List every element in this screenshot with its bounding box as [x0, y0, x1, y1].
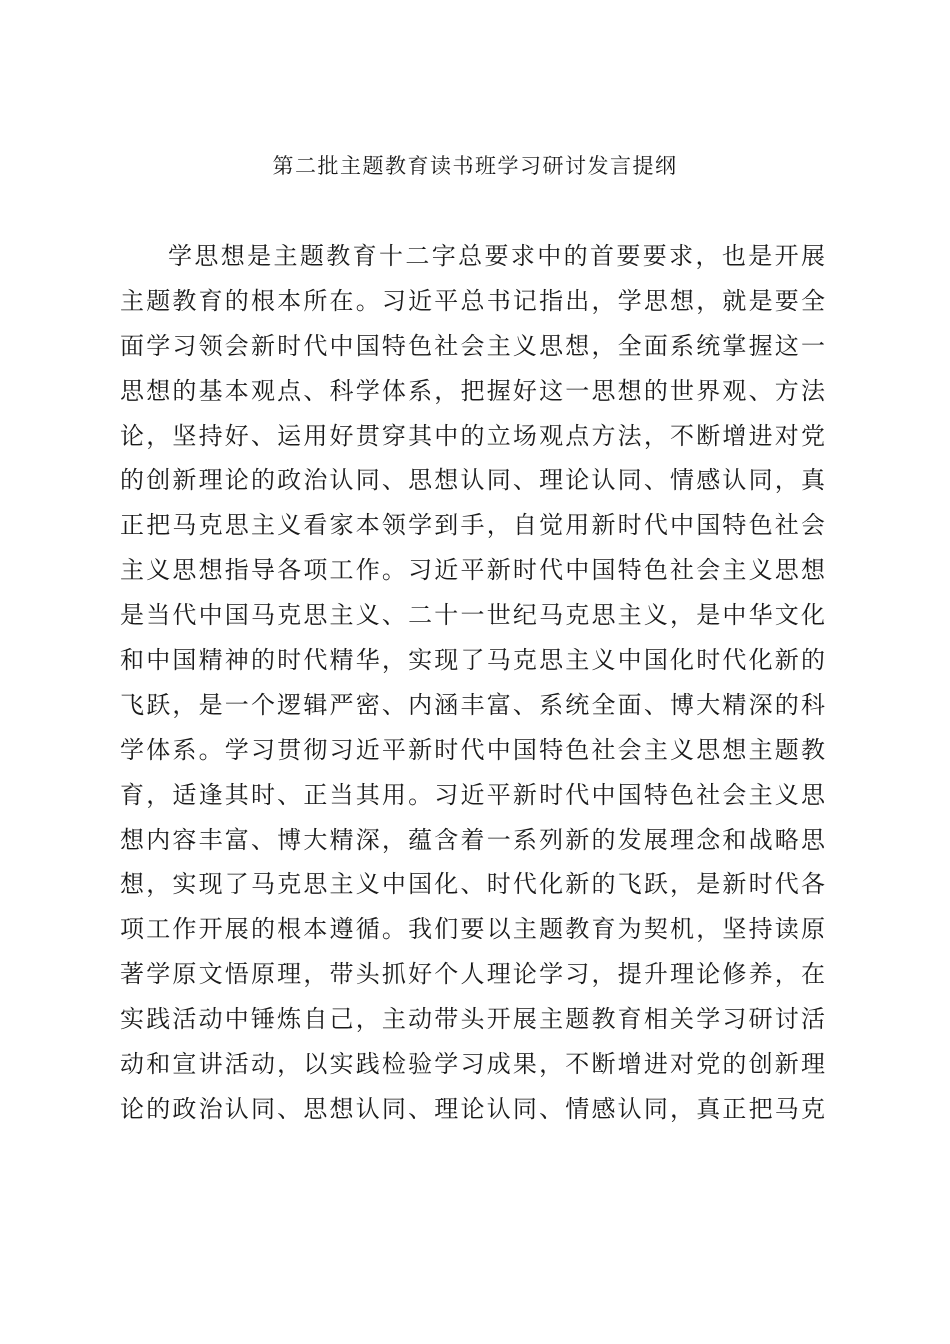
text-line: 思想的基本观点、科学体系，把握好这一思想的世界观、方法 — [120, 376, 825, 405]
document-title: 第二批主题教育读书班学习研讨发言提纲 — [272, 154, 678, 178]
text-line: 主题教育的根本所在。习近平总书记指出，学思想，就是要全 — [120, 286, 825, 315]
text-line: 论的政治认同、思想认同、理论认同、情感认同，真正把马克 — [120, 1094, 825, 1123]
text-line: 是当代中国马克思主义、二十一世纪马克思主义，是中华文化 — [120, 601, 825, 630]
text-line: 学思想是主题教育十二字总要求中的首要要求，也是开展 — [168, 242, 825, 270]
text-line: 正把马克思主义看家本领学到手，自觉用新时代中国特色社会 — [120, 511, 825, 540]
text-line: 飞跃，是一个逻辑严密、内涵丰富、系统全面、博大精深的科 — [120, 690, 825, 719]
text-line: 主义思想指导各项工作。习近平新时代中国特色社会主义思想 — [120, 556, 825, 585]
text-line: 实践活动中锤炼自己，主动带头开展主题教育相关学习研讨活 — [120, 1005, 825, 1034]
text-line: 的创新理论的政治认同、思想认同、理论认同、情感认同，真 — [120, 466, 825, 495]
text-line: 项工作开展的根本遵循。我们要以主题教育为契机，坚持读原 — [120, 915, 825, 944]
text-line: 面学习领会新时代中国特色社会主义思想，全面系统掌握这一 — [120, 331, 825, 360]
text-line: 想内容丰富、博大精深，蕴含着一系列新的发展理念和战略思 — [120, 825, 825, 854]
text-line: 动和宣讲活动，以实践检验学习成果，不断增进对党的创新理 — [120, 1050, 825, 1079]
text-line: 学体系。学习贯彻习近平新时代中国特色社会主义思想主题教 — [120, 735, 825, 764]
text-line: 著学原文悟原理，带头抓好个人理论学习，提升理论修养，在 — [120, 960, 825, 989]
text-line: 育，适逢其时、正当其用。习近平新时代中国特色社会主义思 — [120, 780, 825, 809]
document-body — [120, 234, 825, 1132]
text-line: 论，坚持好、运用好贯穿其中的立场观点方法，不断增进对党 — [120, 421, 825, 450]
text-line: 和中国精神的时代精华，实现了马克思主义中国化时代化新的 — [120, 646, 825, 675]
text-line: 想，实现了马克思主义中国化、时代化新的飞跃，是新时代各 — [120, 870, 825, 899]
